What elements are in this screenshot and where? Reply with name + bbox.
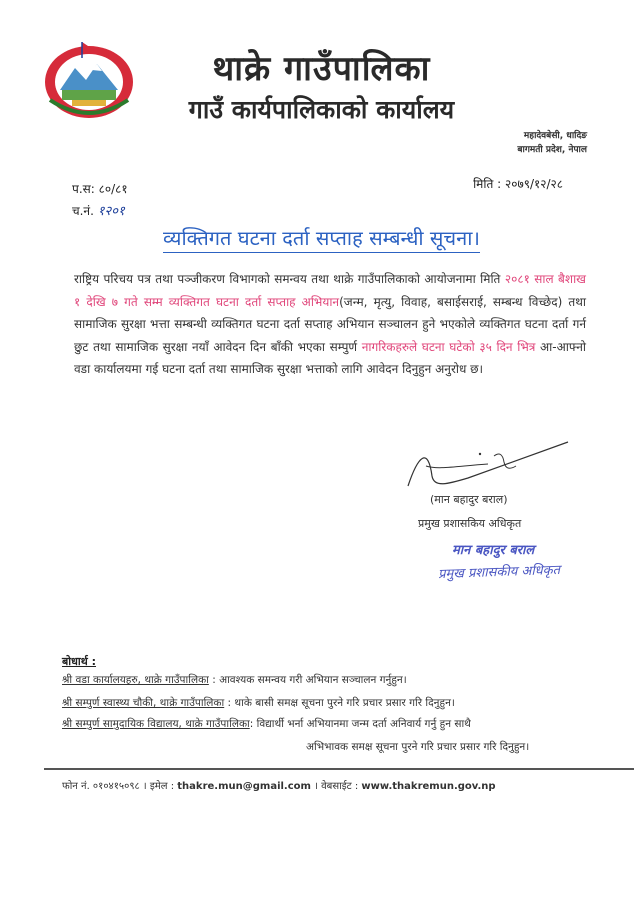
address-line-1: महादेवबेसी, धादिङ [523,131,587,141]
dispatch-label: च.नं. [72,204,94,218]
body-part-1: राष्ट्रिय परिचय पत्र तथा पञ्जीकरण विभागको समन्वय तथा थाक्रे गाउँपालिकाको आयोजनामा मिति [74,272,505,286]
body-part-3: आ-आफ्नो वडा कार्यालयमा गई घटना दर्ता तथा सामाजिक सुरक्षा भत्ताको लागि आवेदन दिनुहुन अनुरोध छ। [74,339,586,376]
cc-text: : थाके बासी समक्ष सूचना पुरने गरि प्रचार प्रसार गरि दिनुहुन। [224,697,455,709]
office-subtitle: गाउँ कार्यपालिकाको कार्यालय [188,95,455,124]
notice-heading-text: व्यक्तिगत घटना दर्ता सप्ताह सम्बन्धी सूचना। [163,226,480,253]
footer-phone: फोन नं. ०१०४१५०९८ । इमेल : [62,781,178,792]
cc-item [62,717,471,731]
signatory-name: (मान बहादुर बराल) [430,493,508,506]
cc-recipient: श्री सम्पुर्ण सामुदायिक विद्यालय, थाक्रे गाउँपालिका [62,718,250,730]
cc-text: : विद्यार्थी भर्ना अभियानमा जन्म दर्ता अनिवार्य गर्नु हुन साथै [249,718,471,730]
body-highlight-1: २०८१ साल बैशाख १ देखि ७ गते सम्म व्यक्तिगत घटना दर्ता सप्ताह अभियान [74,272,586,309]
cc-recipient: श्री सम्पुर्ण स्वास्थ्य चौकी, थाक्रे गाउँपालिका [62,697,225,709]
footer-contact [62,778,496,792]
dispatch-value: १२०१ [97,204,125,219]
municipality-title: थाक्रे गाउँपालिका [212,49,431,89]
cc-text-continued: अभिभावक समक्ष सूचना पुरने गरि प्रचार प्रसार गरि दिनुहुन। [306,741,530,753]
cc-item [62,696,455,710]
stamp-name: मान बहादुर बराल [452,543,535,558]
footer-web-label: । वेबसाईट : [310,781,362,792]
notice-heading [0,224,643,251]
cc-label: बोधार्थ : [62,655,97,668]
address-line-2: बागमती प्रदेश, नेपाल [517,145,587,155]
body-highlight-2: नागरिकहरुले घटना घटेको ३५ दिन भित्र [361,339,536,354]
cc-recipient: श्री वडा कार्यालयहरु, थाक्रे गाउँपालिका [62,674,209,686]
body-part-2: (जन्म, मृत्यु, विवाह, बसाईसराई, सम्बन्ध विच्छेद) तथा सामाजिक सुरक्षा भत्ता सम्बन्धी व्यक्तिगत घटना दर्ता सप्ताह अभियान सञ्चालन हुने भएकोले व्यक्तिगत घटना दर्ता गर्न छुट तथा सामाजिक सुरक्षा नयाँ आवेदन दिन बाँकी भएका सम्पुर्ण [74,294,586,354]
footer-website: www.thakremun.gov.np [361,781,496,792]
letter-date: मिति : २०७९/१२/२८ [473,177,563,191]
notice-body [74,268,586,381]
footer-divider [44,768,634,770]
signatory-title: प्रमुख प्रशासकिय अधिकृत [418,517,522,530]
footer-email: thakre.mun@gmail.com [177,781,311,792]
handwritten-signature [398,436,578,496]
reference-number: प.स: ८०/८१ [72,182,128,196]
dispatch-number [72,201,125,219]
cc-text: : आवश्यक समन्वय गरी अभियान सञ्चालन गर्नुहुन। [208,674,407,686]
cc-item [62,673,407,687]
stamp-title: प्रमुख प्रशासकीय अधिकृत [437,562,561,583]
